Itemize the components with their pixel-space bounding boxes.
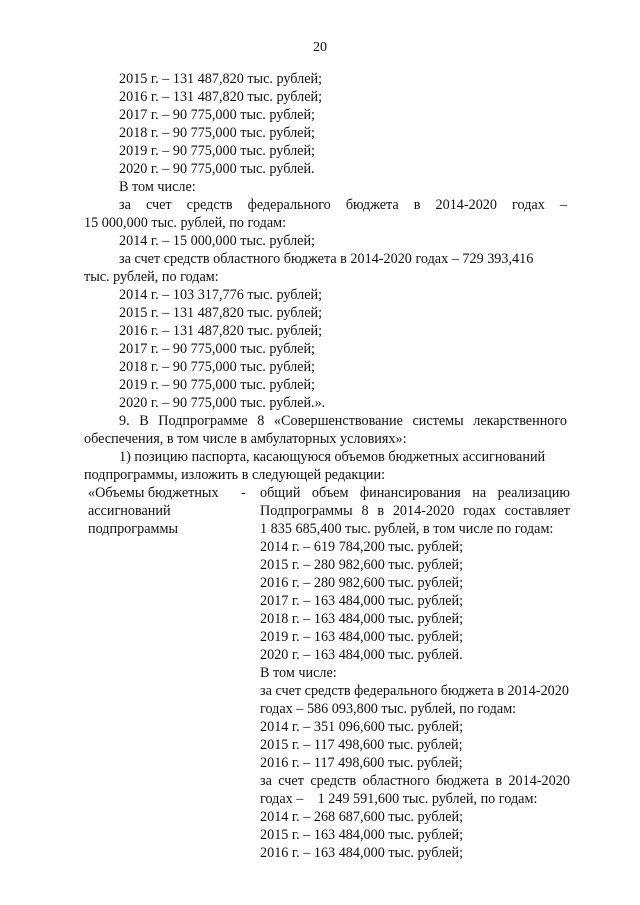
year-line: 2016 г. – 280 982,600 тыс. рублей; (260, 575, 464, 591)
year-line: 2020 г. – 163 484,000 тыс. рублей. (260, 647, 463, 663)
page-number: 20 (313, 40, 327, 55)
year-line: 2019 г. – 163 484,000 тыс. рублей; (260, 629, 464, 645)
left-label-line: ассигнований (88, 503, 171, 519)
year-line: 2018 г. – 90 775,000 тыс. рублей; (119, 359, 315, 375)
year-line: 2020 г. – 90 775,000 тыс. рублей.». (119, 395, 326, 411)
word: на (472, 485, 487, 501)
year-line: 2016 г. – 117 498,600 тыс. рублей; (260, 755, 463, 771)
year-line: 2020 г. – 90 775,000 тыс. рублей. (119, 161, 315, 177)
word: в (495, 773, 503, 789)
federal-budget-continuation: годах – 586 093,800 тыс. рублей, по годам: (260, 701, 517, 717)
year-line: 2017 г. – 90 775,000 тыс. рублей; (119, 107, 315, 123)
word: средств (186, 197, 233, 213)
word: объем (311, 485, 349, 501)
year-line: 2017 г. – 163 484,000 тыс. рублей; (260, 593, 464, 609)
year-line: 2014 г. – 619 784,200 тыс. рублей; (260, 539, 464, 555)
word: 8 (257, 413, 265, 429)
year-line: 2018 г. – 163 484,000 тыс. рублей; (260, 611, 464, 627)
word: 9. (119, 413, 130, 429)
year-line: 2014 г. – 103 317,776 тыс. рублей; (119, 287, 323, 303)
regional-budget-line: за счет средств областного бюджета в 2014-2020 годах – 729 393,416 (119, 251, 534, 267)
word: за (119, 197, 131, 213)
right-justified-line (260, 484, 570, 502)
word: Подпрограмме (158, 413, 248, 429)
word: 2014-2020 (435, 197, 497, 213)
year-line: 2016 г. – 131 487,820 тыс. рублей; (119, 323, 323, 339)
year-line: 2017 г. – 90 775,000 тыс. рублей; (119, 341, 315, 357)
word: счет (278, 773, 304, 789)
right-justified-line (260, 502, 570, 520)
word: реализацию (497, 485, 570, 501)
word: в (413, 197, 421, 213)
year-line: 2019 г. – 90 775,000 тыс. рублей; (119, 377, 315, 393)
word: годах (512, 197, 545, 213)
year-line: 2015 г. – 117 498,600 тыс. рублей; (260, 737, 463, 753)
item-1-line: 1) позицию паспорта, касающуюся объемов бюджетных ассигнований (119, 449, 546, 465)
year-line: 2015 г. – 131 487,820 тыс. рублей; (119, 305, 323, 321)
word: в (377, 503, 385, 519)
word: средств (310, 773, 357, 789)
word: финансирования (359, 485, 461, 501)
word: общий (260, 485, 301, 501)
word: за (260, 773, 272, 789)
word: счет (145, 197, 172, 213)
in-that-number-label: В том числе: (119, 179, 196, 195)
word: годах (463, 503, 496, 519)
word: 2014-2020 (508, 773, 570, 789)
year-line: 2014 г. – 351 096,600 тыс. рублей; (260, 719, 464, 735)
word: 8 (361, 503, 369, 519)
year-line: 2014 г. – 15 000,000 тыс. рублей; (119, 233, 315, 249)
word: федерального (247, 197, 331, 213)
year-line: 2019 г. – 90 775,000 тыс. рублей; (119, 143, 315, 159)
right-total-line: 1 835 685,400 тыс. рублей, в том числе по годам: (260, 521, 554, 537)
word: 2014-2020 (392, 503, 455, 519)
item-9-continuation: обеспечения, в том числе в амбулаторных условиях»: (84, 431, 407, 447)
year-line: 2015 г. – 280 982,600 тыс. рублей; (260, 557, 464, 573)
regional-budget-continuation: тыс. рублей, по годам: (84, 269, 219, 285)
word: бюджета (436, 773, 489, 789)
left-label-line: подпрограммы (88, 521, 178, 537)
item-1-continuation: подпрограммы, изложить в следующей редакции: (84, 467, 386, 483)
dash-separator: - (241, 485, 246, 501)
regional-budget-line (260, 772, 570, 790)
word: «Совершенствование (273, 413, 403, 429)
word: – (559, 197, 567, 213)
federal-budget-line: за счет средств федерального бюджета в 2014-2020 (260, 683, 569, 699)
word: системы (412, 413, 464, 429)
regional-budget-continuation: годах – 1 249 591,600 тыс. рублей, по годам: (260, 791, 538, 807)
year-line: 2015 г. – 163 484,000 тыс. рублей; (260, 827, 464, 843)
word: составляет (504, 503, 570, 519)
year-line: 2016 г. – 131 487,820 тыс. рублей; (119, 89, 323, 105)
federal-budget-line (119, 196, 567, 214)
year-line: 2016 г. – 163 484,000 тыс. рублей; (260, 845, 464, 861)
year-line: 2014 г. – 268 687,600 тыс. рублей; (260, 809, 464, 825)
word: В (139, 413, 149, 429)
word: лекарственного (473, 413, 567, 429)
year-line: 2018 г. – 90 775,000 тыс. рублей; (119, 125, 315, 141)
word: Подпрограммы (260, 503, 353, 519)
in-that-number-label: В том числе: (260, 665, 337, 681)
left-label-line: «Объемы бюджетных (88, 485, 219, 501)
federal-budget-continuation: 15 000,000 тыс. рублей, по годам: (84, 215, 287, 231)
year-line: 2015 г. – 131 487,820 тыс. рублей; (119, 71, 323, 87)
item-9-line (119, 412, 567, 430)
word: областного (362, 773, 430, 789)
word: бюджета (345, 197, 399, 213)
